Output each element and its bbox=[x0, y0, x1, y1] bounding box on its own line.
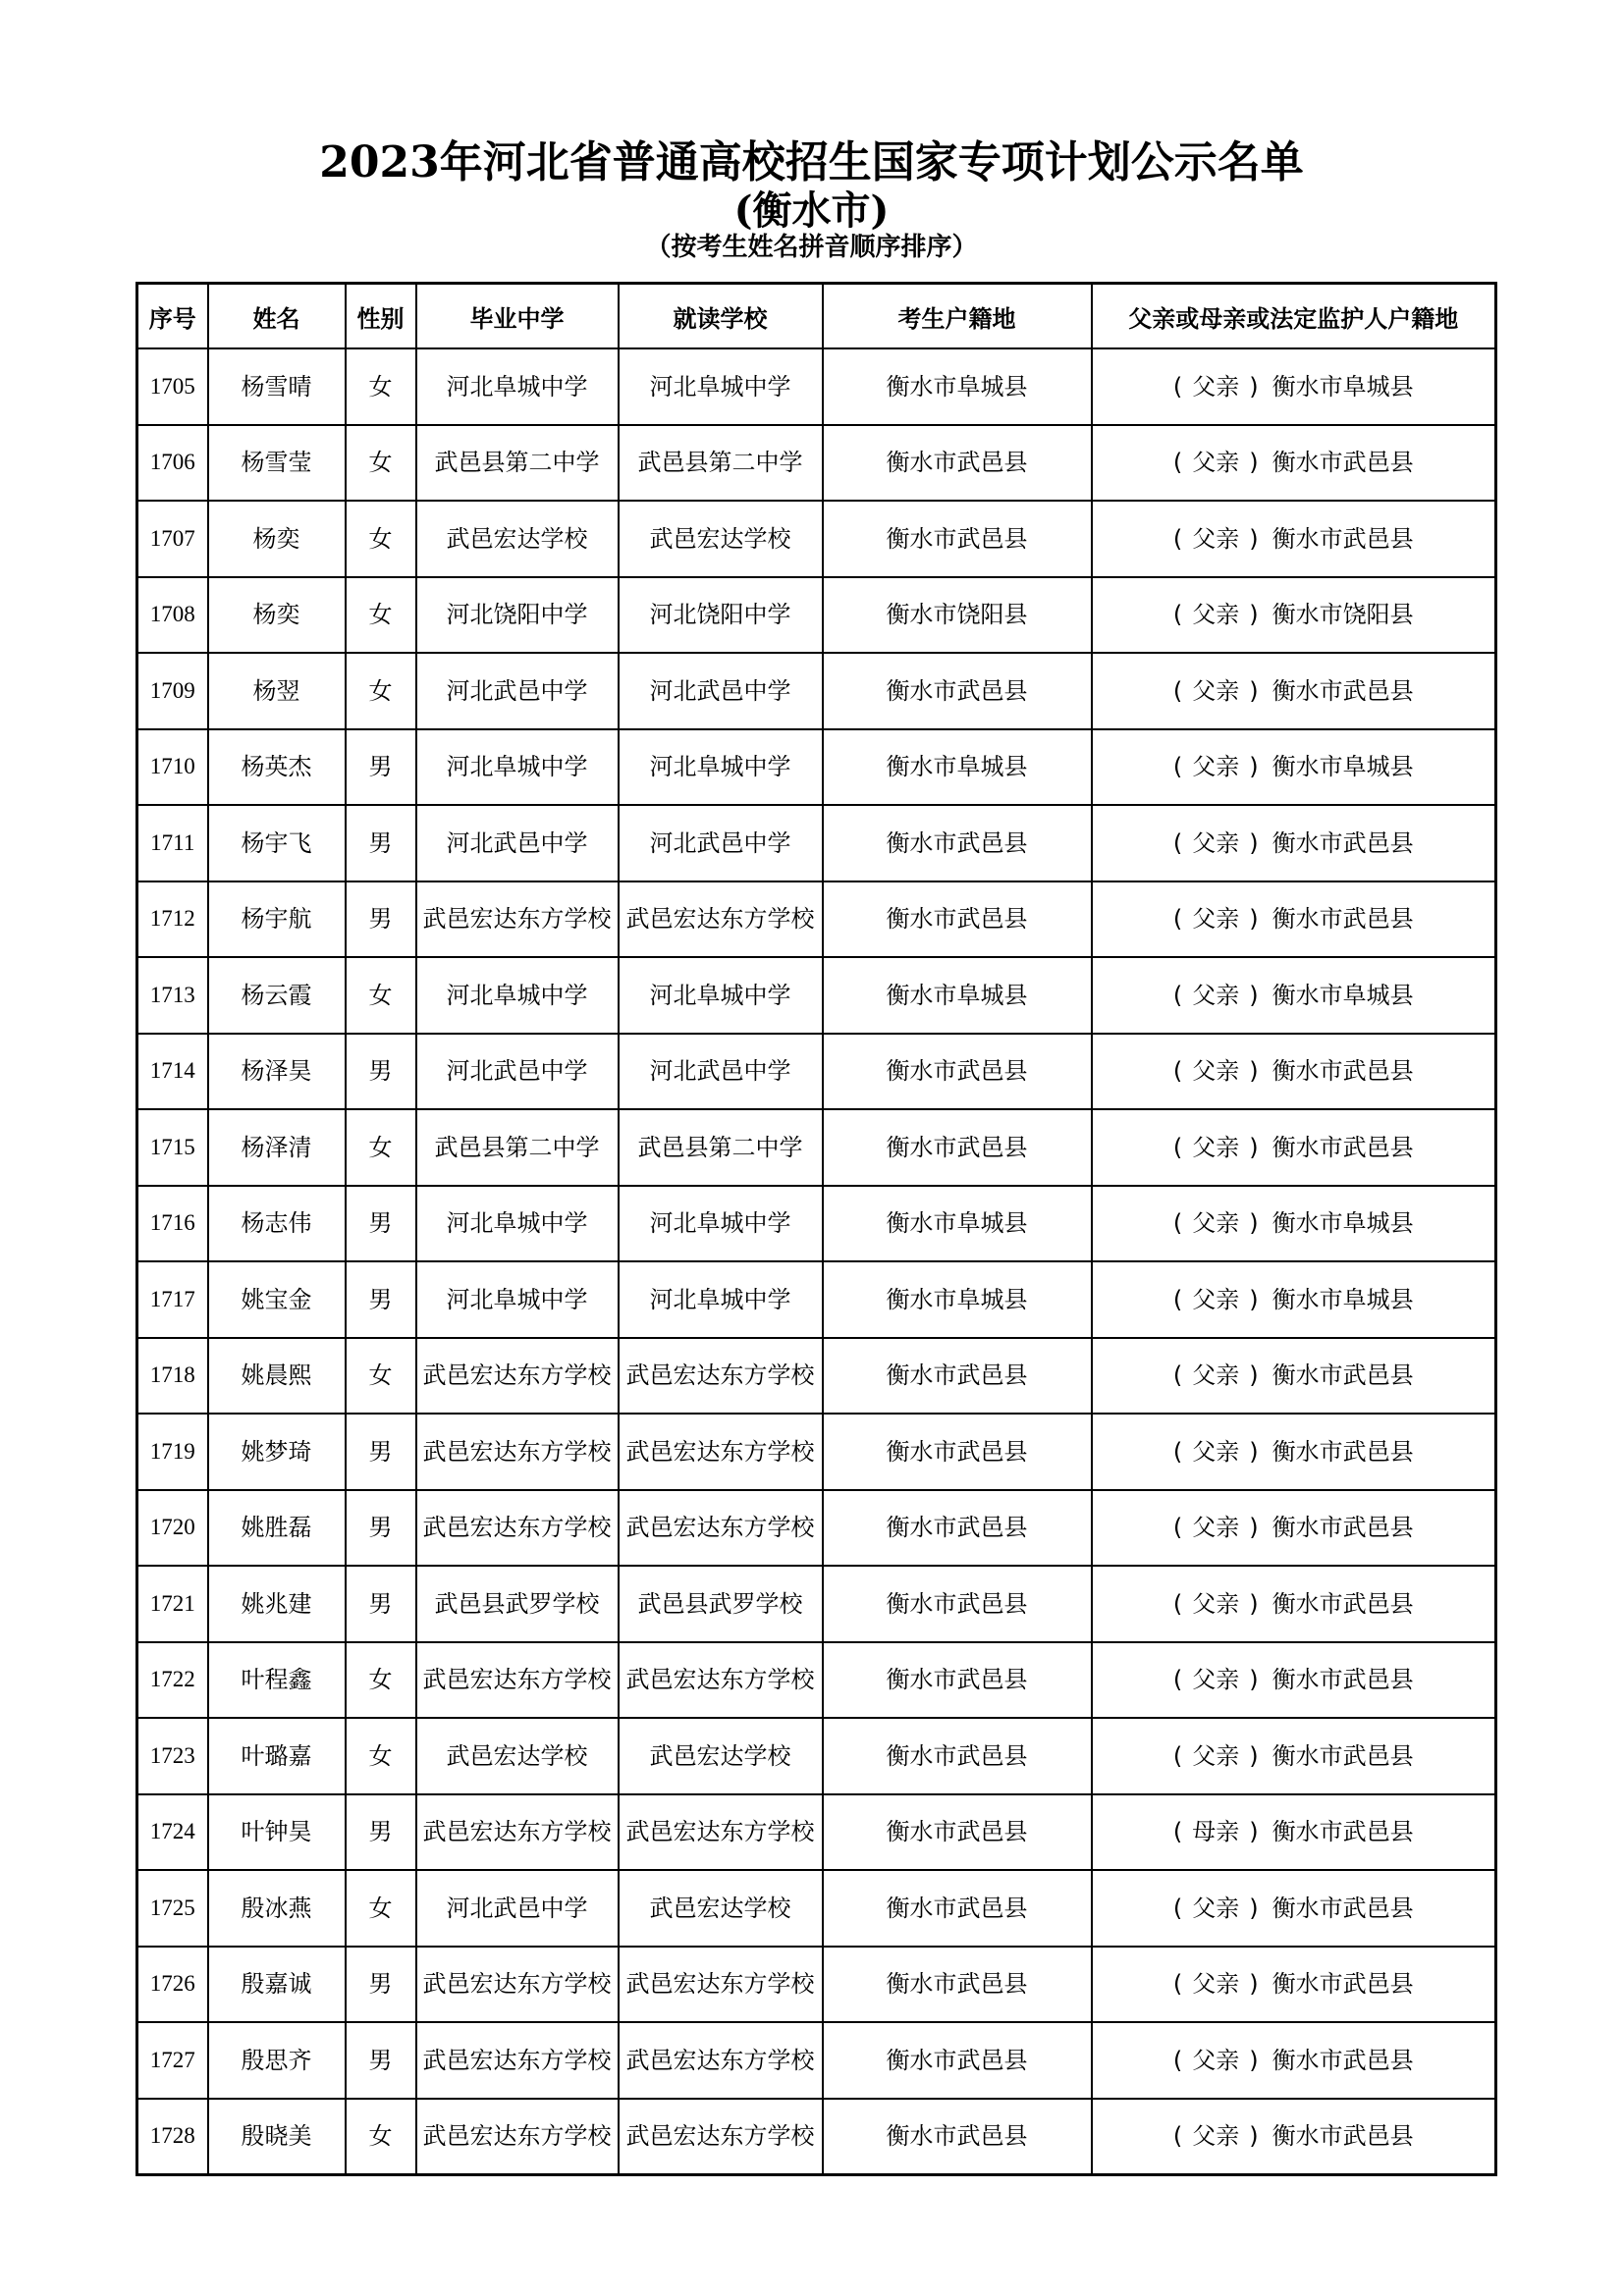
row-grad-school: 武邑宏达东方学校 bbox=[416, 1642, 619, 1719]
row-guardian-hukou: ( 父亲 ) 衡水市武邑县 bbox=[1092, 653, 1496, 729]
row-study-school: 武邑宏达东方学校 bbox=[619, 881, 823, 958]
guardian-relation: 父亲 bbox=[1192, 2046, 1240, 2074]
row-guardian-hukou: ( 父亲 ) 衡水市阜城县 bbox=[1092, 729, 1496, 806]
row-study-school: 河北武邑中学 bbox=[619, 653, 823, 729]
row-grad-school: 河北阜城中学 bbox=[416, 957, 619, 1034]
row-name: 叶钟昊 bbox=[208, 1794, 346, 1871]
table-row bbox=[137, 1947, 1496, 2023]
row-gender: 男 bbox=[346, 1414, 416, 1490]
row-study-school: 武邑宏达东方学校 bbox=[619, 2099, 823, 2175]
table-row bbox=[137, 805, 1496, 881]
row-name: 殷嘉诚 bbox=[208, 1947, 346, 2023]
row-name: 杨云霞 bbox=[208, 957, 346, 1034]
guardian-relation: 父亲 bbox=[1192, 1362, 1240, 1390]
row-guardian-hukou: ( 父亲 ) 衡水市阜城县 bbox=[1092, 1261, 1496, 1338]
row-study-school: 武邑宏达东方学校 bbox=[619, 1414, 823, 1490]
row-gender: 男 bbox=[346, 805, 416, 881]
guardian-hukou-value: 衡水市武邑县 bbox=[1271, 1514, 1414, 1542]
row-grad-school: 武邑宏达学校 bbox=[416, 501, 619, 577]
table-row bbox=[137, 1490, 1496, 1567]
table-row bbox=[137, 1261, 1496, 1338]
row-grad-school: 河北阜城中学 bbox=[416, 1186, 619, 1262]
row-guardian-hukou: ( 父亲 ) 衡水市武邑县 bbox=[1092, 2099, 1496, 2175]
row-name: 杨雪莹 bbox=[208, 425, 346, 502]
guardian-relation: 父亲 bbox=[1192, 1894, 1240, 1922]
row-hukou: 衡水市武邑县 bbox=[823, 1566, 1092, 1642]
row-gender: 男 bbox=[346, 1261, 416, 1338]
row-study-school: 河北阜城中学 bbox=[619, 1186, 823, 1262]
row-no: 1720 bbox=[137, 1490, 208, 1567]
guardian-hukou-value: 衡水市武邑县 bbox=[1271, 2046, 1414, 2074]
row-hukou: 衡水市阜城县 bbox=[823, 1186, 1092, 1262]
guardian-relation: 父亲 bbox=[1192, 1133, 1240, 1161]
row-no: 1719 bbox=[137, 1414, 208, 1490]
header-grad-school: 毕业中学 bbox=[416, 284, 619, 349]
sort-note: （按考生姓名拼音顺序排序） bbox=[645, 233, 978, 262]
row-grad-school: 武邑宏达东方学校 bbox=[416, 881, 619, 958]
row-study-school: 河北阜城中学 bbox=[619, 1261, 823, 1338]
row-no: 1723 bbox=[137, 1718, 208, 1794]
row-study-school: 武邑宏达东方学校 bbox=[619, 1947, 823, 2023]
row-guardian-hukou: ( 父亲 ) 衡水市武邑县 bbox=[1092, 1642, 1496, 1719]
row-study-school: 武邑宏达东方学校 bbox=[619, 1642, 823, 1719]
row-gender: 女 bbox=[346, 2099, 416, 2175]
row-hukou: 衡水市武邑县 bbox=[823, 1870, 1092, 1947]
table-row bbox=[137, 729, 1496, 806]
table-body bbox=[137, 348, 1496, 2175]
row-hukou: 衡水市武邑县 bbox=[823, 1338, 1092, 1415]
row-name: 杨宇航 bbox=[208, 881, 346, 958]
row-grad-school: 武邑宏达学校 bbox=[416, 1718, 619, 1794]
row-name: 杨泽清 bbox=[208, 1109, 346, 1186]
row-gender: 女 bbox=[346, 1870, 416, 1947]
guardian-hukou-value: 衡水市武邑县 bbox=[1271, 1741, 1414, 1770]
guardian-relation: 父亲 bbox=[1192, 1589, 1240, 1618]
table-row bbox=[137, 1794, 1496, 1871]
row-grad-school: 河北阜城中学 bbox=[416, 348, 619, 425]
row-grad-school: 河北武邑中学 bbox=[416, 805, 619, 881]
row-no: 1709 bbox=[137, 653, 208, 729]
row-gender: 女 bbox=[346, 425, 416, 502]
row-gender: 女 bbox=[346, 1109, 416, 1186]
row-no: 1727 bbox=[137, 2022, 208, 2099]
row-study-school: 河北阜城中学 bbox=[619, 957, 823, 1034]
row-no: 1716 bbox=[137, 1186, 208, 1262]
row-study-school: 武邑宏达东方学校 bbox=[619, 1794, 823, 1871]
row-no: 1711 bbox=[137, 805, 208, 881]
row-hukou: 衡水市武邑县 bbox=[823, 501, 1092, 577]
row-hukou: 衡水市武邑县 bbox=[823, 2022, 1092, 2099]
row-study-school: 武邑县第二中学 bbox=[619, 425, 823, 502]
guardian-hukou-value: 衡水市武邑县 bbox=[1271, 524, 1414, 553]
row-study-school: 河北阜城中学 bbox=[619, 348, 823, 425]
row-gender: 男 bbox=[346, 1490, 416, 1567]
row-gender: 男 bbox=[346, 1794, 416, 1871]
row-name: 殷思齐 bbox=[208, 2022, 346, 2099]
row-grad-school: 武邑县第二中学 bbox=[416, 425, 619, 502]
table-row bbox=[137, 1642, 1496, 1719]
row-name: 姚梦琦 bbox=[208, 1414, 346, 1490]
guardian-relation: 父亲 bbox=[1192, 449, 1240, 477]
row-no: 1708 bbox=[137, 577, 208, 654]
table-row bbox=[137, 1034, 1496, 1110]
row-hukou: 衡水市武邑县 bbox=[823, 1642, 1092, 1719]
row-name: 殷冰燕 bbox=[208, 1870, 346, 1947]
guardian-hukou-value: 衡水市武邑县 bbox=[1271, 1133, 1414, 1161]
table-row bbox=[137, 1718, 1496, 1794]
row-gender: 男 bbox=[346, 2022, 416, 2099]
row-gender: 女 bbox=[346, 577, 416, 654]
row-no: 1725 bbox=[137, 1870, 208, 1947]
guardian-relation: 父亲 bbox=[1192, 1970, 1240, 1999]
row-grad-school: 河北阜城中学 bbox=[416, 1261, 619, 1338]
header-hukou: 考生户籍地 bbox=[823, 284, 1092, 349]
row-grad-school: 武邑宏达东方学校 bbox=[416, 2099, 619, 2175]
header-gender: 性别 bbox=[346, 284, 416, 349]
row-study-school: 武邑宏达学校 bbox=[619, 501, 823, 577]
header-name: 姓名 bbox=[208, 284, 346, 349]
table-row bbox=[137, 957, 1496, 1034]
row-no: 1717 bbox=[137, 1261, 208, 1338]
row-study-school: 武邑宏达东方学校 bbox=[619, 1490, 823, 1567]
guardian-hukou-value: 衡水市武邑县 bbox=[1271, 828, 1414, 857]
header-guardian-hukou: 父亲或母亲或法定监护人户籍地 bbox=[1092, 284, 1496, 349]
row-guardian-hukou: ( 父亲 ) 衡水市武邑县 bbox=[1092, 881, 1496, 958]
row-gender: 男 bbox=[346, 1186, 416, 1262]
table-row bbox=[137, 1566, 1496, 1642]
row-gender: 男 bbox=[346, 1034, 416, 1110]
row-name: 杨泽昊 bbox=[208, 1034, 346, 1110]
guardian-hukou-value: 衡水市武邑县 bbox=[1271, 676, 1414, 705]
row-hukou: 衡水市武邑县 bbox=[823, 2099, 1092, 2175]
row-study-school: 河北武邑中学 bbox=[619, 1034, 823, 1110]
table-row bbox=[137, 1109, 1496, 1186]
row-hukou: 衡水市饶阳县 bbox=[823, 577, 1092, 654]
row-study-school: 武邑宏达学校 bbox=[619, 1870, 823, 1947]
table-row bbox=[137, 2022, 1496, 2099]
row-study-school: 武邑县第二中学 bbox=[619, 1109, 823, 1186]
row-study-school: 武邑县武罗学校 bbox=[619, 1566, 823, 1642]
row-name: 杨英杰 bbox=[208, 729, 346, 806]
guardian-hukou-value: 衡水市阜城县 bbox=[1271, 753, 1414, 781]
guardian-hukou-value: 衡水市武邑县 bbox=[1271, 1894, 1414, 1922]
row-no: 1710 bbox=[137, 729, 208, 806]
row-grad-school: 武邑宏达东方学校 bbox=[416, 1490, 619, 1567]
row-no: 1706 bbox=[137, 425, 208, 502]
row-guardian-hukou: ( 父亲 ) 衡水市武邑县 bbox=[1092, 2022, 1496, 2099]
guardian-relation: 父亲 bbox=[1192, 1514, 1240, 1542]
row-hukou: 衡水市武邑县 bbox=[823, 1794, 1092, 1871]
guardian-relation: 父亲 bbox=[1192, 372, 1240, 400]
row-hukou: 衡水市阜城县 bbox=[823, 348, 1092, 425]
row-hukou: 衡水市阜城县 bbox=[823, 729, 1092, 806]
row-guardian-hukou: ( 父亲 ) 衡水市武邑县 bbox=[1092, 1338, 1496, 1415]
row-grad-school: 河北阜城中学 bbox=[416, 729, 619, 806]
row-guardian-hukou: ( 父亲 ) 衡水市阜城县 bbox=[1092, 1186, 1496, 1262]
guardian-hukou-value: 衡水市武邑县 bbox=[1271, 1970, 1414, 1999]
row-hukou: 衡水市武邑县 bbox=[823, 1947, 1092, 2023]
row-gender: 女 bbox=[346, 1718, 416, 1794]
row-gender: 男 bbox=[346, 1947, 416, 2023]
row-name: 杨奕 bbox=[208, 577, 346, 654]
row-study-school: 河北武邑中学 bbox=[619, 805, 823, 881]
guardian-hukou-value: 衡水市武邑县 bbox=[1271, 449, 1414, 477]
row-name: 杨雪晴 bbox=[208, 348, 346, 425]
table-row bbox=[137, 2099, 1496, 2175]
row-gender: 女 bbox=[346, 348, 416, 425]
row-grad-school: 武邑宏达东方学校 bbox=[416, 1794, 619, 1871]
guardian-relation: 父亲 bbox=[1192, 2122, 1240, 2151]
guardian-hukou-value: 衡水市武邑县 bbox=[1271, 1589, 1414, 1618]
row-grad-school: 武邑宏达东方学校 bbox=[416, 1947, 619, 2023]
row-gender: 女 bbox=[346, 1642, 416, 1719]
row-hukou: 衡水市武邑县 bbox=[823, 805, 1092, 881]
row-guardian-hukou: ( 父亲 ) 衡水市武邑县 bbox=[1092, 1490, 1496, 1567]
guardian-relation: 父亲 bbox=[1192, 1209, 1240, 1238]
row-hukou: 衡水市阜城县 bbox=[823, 1261, 1092, 1338]
row-hukou: 衡水市武邑县 bbox=[823, 653, 1092, 729]
guardian-relation: 父亲 bbox=[1192, 601, 1240, 629]
row-name: 杨奕 bbox=[208, 501, 346, 577]
row-no: 1722 bbox=[137, 1642, 208, 1719]
row-guardian-hukou: ( 父亲 ) 衡水市饶阳县 bbox=[1092, 577, 1496, 654]
guardian-hukou-value: 衡水市阜城县 bbox=[1271, 981, 1414, 1009]
row-gender: 女 bbox=[346, 957, 416, 1034]
row-name: 殷晓美 bbox=[208, 2099, 346, 2175]
row-grad-school: 河北武邑中学 bbox=[416, 1034, 619, 1110]
guardian-hukou-value: 衡水市武邑县 bbox=[1271, 1362, 1414, 1390]
row-gender: 男 bbox=[346, 729, 416, 806]
guardian-relation: 父亲 bbox=[1192, 524, 1240, 553]
row-guardian-hukou: ( 父亲 ) 衡水市阜城县 bbox=[1092, 957, 1496, 1034]
row-gender: 女 bbox=[346, 653, 416, 729]
guardian-hukou-value: 衡水市武邑县 bbox=[1271, 1818, 1414, 1846]
row-guardian-hukou: ( 父亲 ) 衡水市武邑县 bbox=[1092, 1034, 1496, 1110]
row-no: 1705 bbox=[137, 348, 208, 425]
row-no: 1728 bbox=[137, 2099, 208, 2175]
row-guardian-hukou: ( 父亲 ) 衡水市阜城县 bbox=[1092, 348, 1496, 425]
table-row bbox=[137, 501, 1496, 577]
row-hukou: 衡水市阜城县 bbox=[823, 957, 1092, 1034]
row-name: 姚宝金 bbox=[208, 1261, 346, 1338]
guardian-hukou-value: 衡水市武邑县 bbox=[1271, 1057, 1414, 1086]
row-guardian-hukou: ( 父亲 ) 衡水市武邑县 bbox=[1092, 1870, 1496, 1947]
row-grad-school: 武邑宏达东方学校 bbox=[416, 1338, 619, 1415]
row-grad-school: 武邑宏达东方学校 bbox=[416, 2022, 619, 2099]
roster-table bbox=[135, 282, 1497, 2176]
guardian-hukou-value: 衡水市武邑县 bbox=[1271, 1666, 1414, 1694]
row-guardian-hukou: ( 父亲 ) 衡水市武邑县 bbox=[1092, 425, 1496, 502]
row-guardian-hukou: ( 父亲 ) 衡水市武邑县 bbox=[1092, 1109, 1496, 1186]
row-study-school: 河北饶阳中学 bbox=[619, 577, 823, 654]
row-no: 1707 bbox=[137, 501, 208, 577]
row-name: 杨志伟 bbox=[208, 1186, 346, 1262]
table-row bbox=[137, 1186, 1496, 1262]
row-name: 姚晨熙 bbox=[208, 1338, 346, 1415]
row-guardian-hukou: ( 父亲 ) 衡水市武邑县 bbox=[1092, 805, 1496, 881]
table-row bbox=[137, 577, 1496, 654]
row-hukou: 衡水市武邑县 bbox=[823, 1109, 1092, 1186]
row-grad-school: 武邑宏达东方学校 bbox=[416, 1414, 619, 1490]
guardian-relation: 父亲 bbox=[1192, 905, 1240, 934]
table-row bbox=[137, 348, 1496, 425]
row-no: 1724 bbox=[137, 1794, 208, 1871]
row-hukou: 衡水市武邑县 bbox=[823, 1490, 1092, 1567]
row-no: 1721 bbox=[137, 1566, 208, 1642]
row-study-school: 武邑宏达东方学校 bbox=[619, 2022, 823, 2099]
header-study-school: 就读学校 bbox=[619, 284, 823, 349]
row-no: 1726 bbox=[137, 1947, 208, 2023]
row-study-school: 武邑宏达东方学校 bbox=[619, 1338, 823, 1415]
row-hukou: 衡水市武邑县 bbox=[823, 425, 1092, 502]
row-name: 杨翌 bbox=[208, 653, 346, 729]
guardian-hukou-value: 衡水市阜城县 bbox=[1271, 372, 1414, 400]
table-row bbox=[137, 1338, 1496, 1415]
table-row bbox=[137, 653, 1496, 729]
page-title: 2023年河北省普通高校招生国家专项计划公示名单 bbox=[319, 137, 1304, 187]
table-row bbox=[137, 1870, 1496, 1947]
guardian-hukou-value: 衡水市武邑县 bbox=[1271, 1437, 1414, 1466]
guardian-relation: 父亲 bbox=[1192, 1437, 1240, 1466]
row-guardian-hukou: ( 父亲 ) 衡水市武邑县 bbox=[1092, 1566, 1496, 1642]
header-no: 序号 bbox=[137, 284, 208, 349]
guardian-relation: 母亲 bbox=[1192, 1818, 1240, 1846]
guardian-relation: 父亲 bbox=[1192, 1057, 1240, 1086]
row-guardian-hukou: ( 父亲 ) 衡水市武邑县 bbox=[1092, 1414, 1496, 1490]
guardian-relation: 父亲 bbox=[1192, 1741, 1240, 1770]
guardian-relation: 父亲 bbox=[1192, 1285, 1240, 1313]
row-hukou: 衡水市武邑县 bbox=[823, 1034, 1092, 1110]
row-name: 叶璐嘉 bbox=[208, 1718, 346, 1794]
row-name: 杨宇飞 bbox=[208, 805, 346, 881]
row-name: 叶程鑫 bbox=[208, 1642, 346, 1719]
table-header-row bbox=[137, 284, 1496, 349]
row-guardian-hukou: ( 父亲 ) 衡水市武邑县 bbox=[1092, 501, 1496, 577]
row-gender: 男 bbox=[346, 1566, 416, 1642]
row-grad-school: 武邑县武罗学校 bbox=[416, 1566, 619, 1642]
guardian-hukou-value: 衡水市阜城县 bbox=[1271, 1285, 1414, 1313]
row-hukou: 衡水市武邑县 bbox=[823, 1414, 1092, 1490]
table-row bbox=[137, 1414, 1496, 1490]
table-row bbox=[137, 425, 1496, 502]
guardian-hukou-value: 衡水市武邑县 bbox=[1271, 2122, 1414, 2151]
row-gender: 女 bbox=[346, 1338, 416, 1415]
row-grad-school: 河北饶阳中学 bbox=[416, 577, 619, 654]
row-no: 1713 bbox=[137, 957, 208, 1034]
row-no: 1712 bbox=[137, 881, 208, 958]
row-hukou: 衡水市武邑县 bbox=[823, 881, 1092, 958]
page-subtitle-city: (衡水市) bbox=[733, 187, 890, 234]
row-grad-school: 河北武邑中学 bbox=[416, 1870, 619, 1947]
guardian-relation: 父亲 bbox=[1192, 1666, 1240, 1694]
guardian-hukou-value: 衡水市武邑县 bbox=[1271, 905, 1414, 934]
row-no: 1715 bbox=[137, 1109, 208, 1186]
row-name: 姚兆建 bbox=[208, 1566, 346, 1642]
row-no: 1718 bbox=[137, 1338, 208, 1415]
row-gender: 男 bbox=[346, 881, 416, 958]
row-no: 1714 bbox=[137, 1034, 208, 1110]
row-study-school: 武邑宏达学校 bbox=[619, 1718, 823, 1794]
guardian-relation: 父亲 bbox=[1192, 676, 1240, 705]
row-guardian-hukou: ( 父亲 ) 衡水市武邑县 bbox=[1092, 1718, 1496, 1794]
guardian-relation: 父亲 bbox=[1192, 981, 1240, 1009]
row-gender: 女 bbox=[346, 501, 416, 577]
guardian-relation: 父亲 bbox=[1192, 753, 1240, 781]
row-name: 姚胜磊 bbox=[208, 1490, 346, 1567]
row-grad-school: 武邑县第二中学 bbox=[416, 1109, 619, 1186]
row-guardian-hukou: ( 父亲 ) 衡水市武邑县 bbox=[1092, 1947, 1496, 2023]
row-study-school: 河北阜城中学 bbox=[619, 729, 823, 806]
row-grad-school: 河北武邑中学 bbox=[416, 653, 619, 729]
guardian-hukou-value: 衡水市阜城县 bbox=[1271, 1209, 1414, 1238]
row-guardian-hukou: ( 母亲 ) 衡水市武邑县 bbox=[1092, 1794, 1496, 1871]
table-row bbox=[137, 881, 1496, 958]
guardian-relation: 父亲 bbox=[1192, 828, 1240, 857]
guardian-hukou-value: 衡水市饶阳县 bbox=[1271, 601, 1414, 629]
row-hukou: 衡水市武邑县 bbox=[823, 1718, 1092, 1794]
